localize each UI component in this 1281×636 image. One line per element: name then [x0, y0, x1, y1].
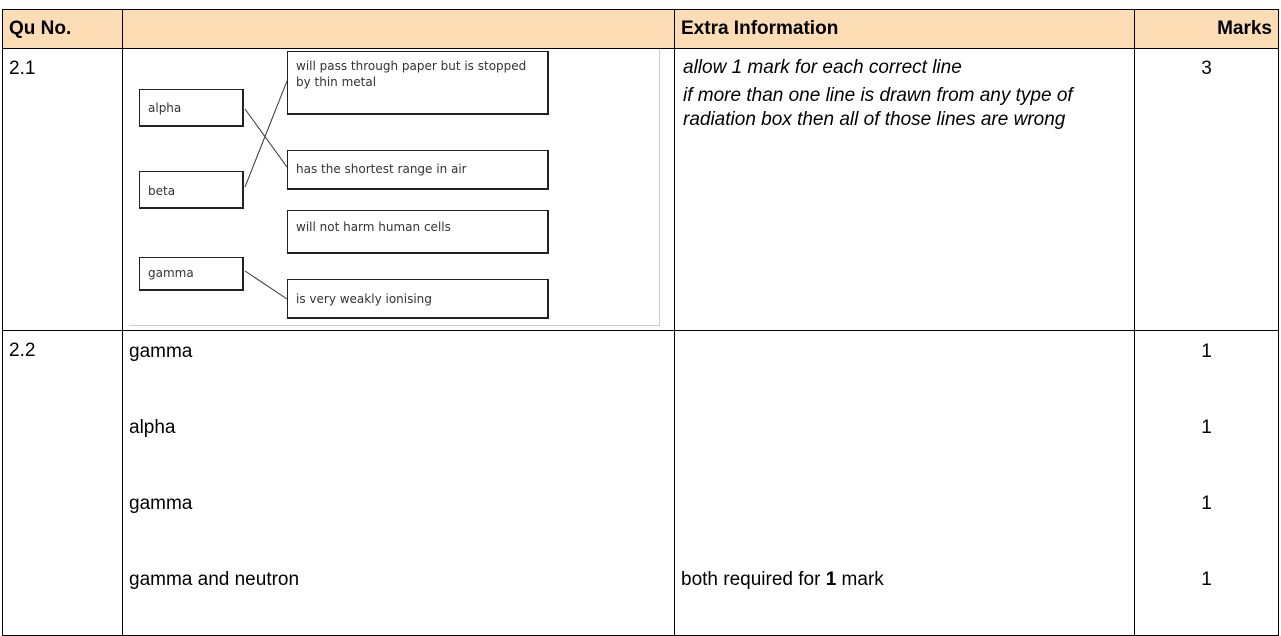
marks-2-1: 3	[1135, 49, 1279, 331]
box-gamma: gamma	[139, 257, 244, 291]
extra-note-1: allow 1 mark for each correct line	[683, 57, 962, 78]
header-marks: Marks	[1135, 10, 1279, 49]
answer-2: alpha	[129, 417, 176, 438]
mark-3: 1	[1201, 493, 1212, 514]
header-blank	[123, 10, 675, 49]
mark-scheme-table	[2, 9, 1279, 636]
box-pass-through-paper: will pass through paper but is stopped by thin metal	[287, 51, 549, 115]
header-extra: Extra Information	[675, 10, 1135, 49]
extra-last-post: mark	[836, 569, 884, 590]
row-q22	[3, 331, 1279, 636]
box-alpha: alpha	[139, 89, 244, 127]
answers-2-2	[123, 331, 675, 636]
extra-2-2-3	[681, 483, 1128, 559]
extra-2-2-1	[681, 331, 1128, 407]
extra-info-2-1	[675, 49, 1135, 331]
answer-3: gamma	[129, 493, 193, 514]
mark-4: 1	[1201, 569, 1212, 590]
matching-diagram-cell	[123, 49, 675, 331]
mark-1: 1	[1201, 341, 1212, 362]
box-shortest-range: has the shortest range in air	[287, 150, 549, 190]
line-beta-to-pass-through-paper	[245, 81, 287, 187]
header-qno: Qu No.	[3, 10, 123, 49]
extra-note-2: if more than one line is drawn from any type of radiation box then all of those lines are wrong	[683, 85, 1073, 130]
line-alpha-to-shortest-range	[245, 109, 287, 167]
question-number-2-2: 2.2	[3, 331, 123, 636]
extra-last-bold: 1	[825, 569, 837, 590]
extra-info-2-2	[675, 331, 1135, 636]
extra-2-2-2	[681, 407, 1128, 483]
box-beta: beta	[139, 171, 244, 209]
line-gamma-to-weakly-ionising	[245, 271, 287, 299]
mark-2: 1	[1201, 417, 1212, 438]
header-row	[3, 10, 1279, 49]
row-q21	[3, 49, 1279, 331]
question-number-2-1: 2.1	[3, 49, 123, 331]
box-not-harm-cells: will not harm human cells	[287, 210, 549, 254]
box-weakly-ionising: is very weakly ionising	[287, 279, 549, 319]
matching-diagram	[123, 49, 674, 329]
answer-1: gamma	[129, 341, 193, 362]
extra-2-2-4	[681, 559, 1128, 635]
extra-last-pre: both required for	[681, 569, 826, 590]
matching-lines	[129, 49, 659, 325]
answer-4: gamma and neutron	[129, 569, 300, 590]
marks-2-2	[1135, 331, 1279, 636]
